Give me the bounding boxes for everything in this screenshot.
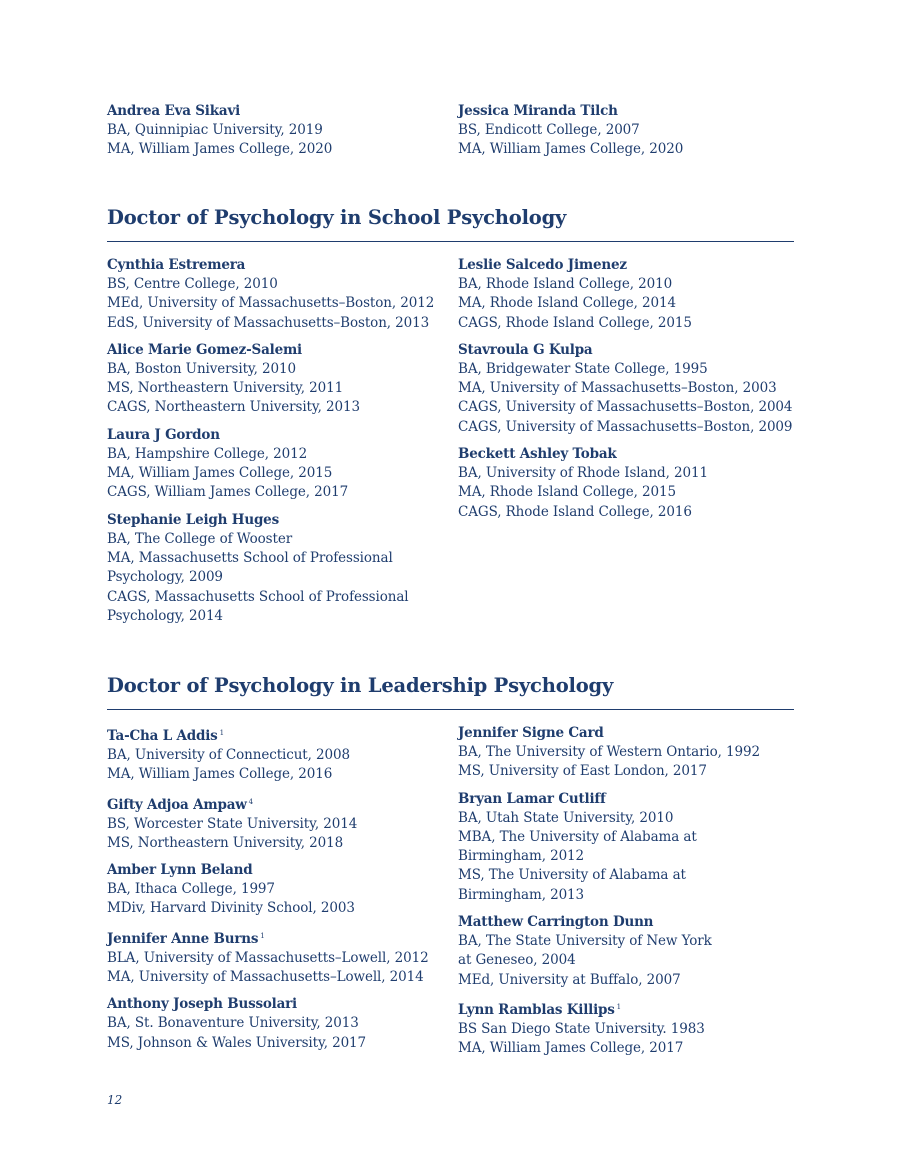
- degree-line: BA, St. Bonaventure University, 2013: [107, 1015, 359, 1032]
- degree-line: MA, Rhode Island College, 2015: [458, 484, 676, 501]
- graduate-name-line: [107, 861, 452, 880]
- degree-line: BA, Utah State University, 2010: [458, 809, 674, 826]
- degree-line: BA, Rhode Island College, 2010: [458, 276, 673, 292]
- left-column: [107, 256, 452, 634]
- graduate-name-line: [107, 724, 452, 746]
- graduate-name-line: [458, 790, 803, 809]
- degree-line: BS, Centre College, 2010: [107, 276, 278, 292]
- degree-line: BA, The University of Western Ontario, 1992: [458, 744, 761, 760]
- graduate-name: Matthew Carrington Dunn: [458, 914, 654, 931]
- degree-line: CAGS, University of Massachusetts–Boston, 2009: [458, 418, 793, 435]
- degree-line: MS, The University of Alabama at: [458, 867, 686, 884]
- graduate-name: Alice Marie Gomez-Salemi: [107, 341, 302, 358]
- degree-line: MA, Massachusetts School of Professional: [107, 549, 393, 566]
- graduate-name: Jessica Miranda Tilch: [458, 103, 618, 119]
- degree-line: MA, William James College, 2015: [107, 465, 333, 482]
- degree-line: MS, Northeastern University, 2011: [107, 380, 344, 397]
- graduate-name-line: [458, 102, 803, 121]
- graduate-name-line: [458, 998, 803, 1020]
- graduate-entry: [458, 102, 803, 160]
- degree-line: EdS, University of Massachusetts–Boston, 2013: [107, 314, 430, 331]
- graduate-name: Laura J Gordon: [107, 426, 220, 443]
- degree-line: MA, University of Massachusetts–Boston, 2003: [458, 380, 777, 397]
- degree-line: BA, University of Connecticut, 2008: [107, 747, 350, 763]
- degree-line: MA, University of Massachusetts–Lowell, 2014: [107, 969, 424, 986]
- graduate-name-line: [107, 426, 452, 445]
- right-column: [458, 724, 803, 1067]
- graduate-name: Ta-Cha L Addis: [107, 728, 218, 744]
- graduate-entry: [458, 445, 803, 522]
- degree-line: CAGS, University of Massachusetts–Boston, 2004: [458, 399, 793, 416]
- graduate-entry: [107, 861, 452, 919]
- degree-line: MA, William James College, 2017: [458, 1040, 684, 1057]
- graduate-name: Anthony Joseph Bussolari: [107, 996, 297, 1013]
- degree-line: BA, Bridgewater State College, 1995: [458, 360, 708, 377]
- footnote-marker: 1: [260, 931, 265, 940]
- graduate-entry: [458, 790, 803, 905]
- left-column: [107, 102, 452, 168]
- graduate-name-line: [107, 256, 452, 275]
- degree-line: CAGS, Rhode Island College, 2016: [458, 503, 692, 520]
- degree-line: Psychology, 2009: [107, 569, 223, 586]
- graduate-entry: [458, 913, 803, 990]
- graduate-name-line: [107, 511, 452, 530]
- degree-line: MA, William James College, 2016: [107, 766, 333, 783]
- graduate-name: Cynthia Estremera: [107, 257, 246, 273]
- graduate-entry: [107, 426, 452, 503]
- degree-line: MA, William James College, 2020: [107, 141, 333, 158]
- footnote-marker: 4: [248, 797, 253, 806]
- degree-line: BS, Endicott College, 2007: [458, 122, 640, 138]
- graduate-name-line: [458, 724, 803, 743]
- graduate-name-line: [107, 102, 452, 121]
- graduate-name: Jennifer Signe Card: [458, 725, 604, 741]
- degree-line: CAGS, Massachusetts School of Professional: [107, 588, 409, 605]
- section-heading: Doctor of Psychology in Leadership Psychology: [107, 674, 614, 697]
- degree-line: BA, Ithaca College, 1997: [107, 881, 275, 898]
- graduate-name-line: [458, 913, 803, 932]
- degree-line: CAGS, Rhode Island College, 2015: [458, 314, 692, 331]
- graduate-entry: [107, 256, 452, 333]
- graduate-name: Leslie Salcedo Jimenez: [458, 257, 627, 273]
- degree-line: at Geneseo, 2004: [458, 952, 576, 969]
- degree-line: MDiv, Harvard Divinity School, 2003: [107, 900, 355, 917]
- section-leadership-psychology: [107, 673, 794, 1057]
- footnote-marker: 1: [616, 1002, 621, 1011]
- degree-line: BA, The College of Wooster: [107, 530, 293, 547]
- degree-line: BA, University of Rhode Island, 2011: [458, 465, 708, 482]
- degree-line: MA, Rhode Island College, 2014: [458, 295, 676, 312]
- graduate-name-line: [458, 256, 803, 275]
- graduate-entry: [107, 341, 452, 418]
- degree-line: MA, William James College, 2020: [458, 141, 684, 158]
- graduate-entry: [107, 724, 452, 785]
- graduate-name-line: [107, 793, 452, 815]
- degree-line: BA, Boston University, 2010: [107, 360, 296, 377]
- graduate-name-line: [107, 927, 452, 949]
- right-column: [458, 102, 803, 168]
- section-school-psychology: [107, 205, 794, 624]
- graduate-name: Lynn Ramblas Killips: [458, 1001, 615, 1018]
- degree-line: BA, Hampshire College, 2012: [107, 445, 308, 462]
- degree-line: MEd, University of Massachusetts–Boston, 2012: [107, 295, 435, 312]
- graduate-entry: [107, 995, 452, 1053]
- degree-line: MS, University of East London, 2017: [458, 763, 707, 780]
- graduate-entry: [107, 793, 452, 854]
- degree-line: Birmingham, 2013: [458, 886, 585, 903]
- section-heading: Doctor of Psychology in School Psychology: [107, 206, 567, 229]
- degree-line: BS San Diego State University. 1983: [458, 1020, 705, 1037]
- graduate-name: Jennifer Anne Burns: [107, 930, 259, 947]
- graduate-entry: [458, 256, 803, 333]
- graduate-entry: [107, 102, 452, 160]
- graduate-name: Gifty Adjoa Ampaw: [107, 796, 247, 813]
- graduate-name-line: [107, 995, 452, 1014]
- graduate-name-line: [458, 341, 803, 360]
- degree-line: Birmingham, 2012: [458, 848, 585, 865]
- graduate-entry: [107, 927, 452, 988]
- degree-line: MEd, University at Buffalo, 2007: [458, 971, 681, 988]
- graduate-name: Amber Lynn Beland: [107, 862, 253, 879]
- degree-line: Psychology, 2014: [107, 607, 223, 624]
- section-divider: [107, 709, 794, 710]
- footnote-marker: 1: [219, 729, 224, 737]
- degree-line: MS, Northeastern University, 2018: [107, 834, 344, 851]
- graduate-name-line: [458, 445, 803, 464]
- graduate-name: Beckett Ashley Tobak: [458, 446, 617, 463]
- degree-line: BA, The State University of New York: [458, 933, 712, 950]
- graduate-entry: [107, 511, 452, 626]
- graduate-entry: [458, 998, 803, 1059]
- degree-line: BA, Quinnipiac University, 2019: [107, 122, 323, 138]
- degree-line: CAGS, Northeastern University, 2013: [107, 399, 360, 416]
- right-column: [458, 256, 803, 530]
- degree-line: MS, Johnson & Wales University, 2017: [107, 1034, 367, 1051]
- graduate-name: Stephanie Leigh Huges: [107, 511, 279, 528]
- degree-line: BS, Worcester State University, 2014: [107, 815, 358, 832]
- graduate-entry: [458, 724, 803, 782]
- degree-line: MBA, The University of Alabama at: [458, 828, 697, 845]
- section-divider: [107, 241, 794, 242]
- degree-line: CAGS, William James College, 2017: [107, 484, 349, 501]
- graduate-entry: [458, 341, 803, 437]
- degree-line: BLA, University of Massachusetts–Lowell, 2012: [107, 949, 429, 966]
- graduate-name: Bryan Lamar Cutliff: [458, 790, 606, 807]
- page-number: 12: [107, 1093, 123, 1107]
- graduate-name: Andrea Eva Sikavi: [107, 103, 241, 119]
- graduate-name-line: [107, 341, 452, 360]
- left-column: [107, 724, 452, 1061]
- graduate-name: Stavroula G Kulpa: [458, 341, 593, 358]
